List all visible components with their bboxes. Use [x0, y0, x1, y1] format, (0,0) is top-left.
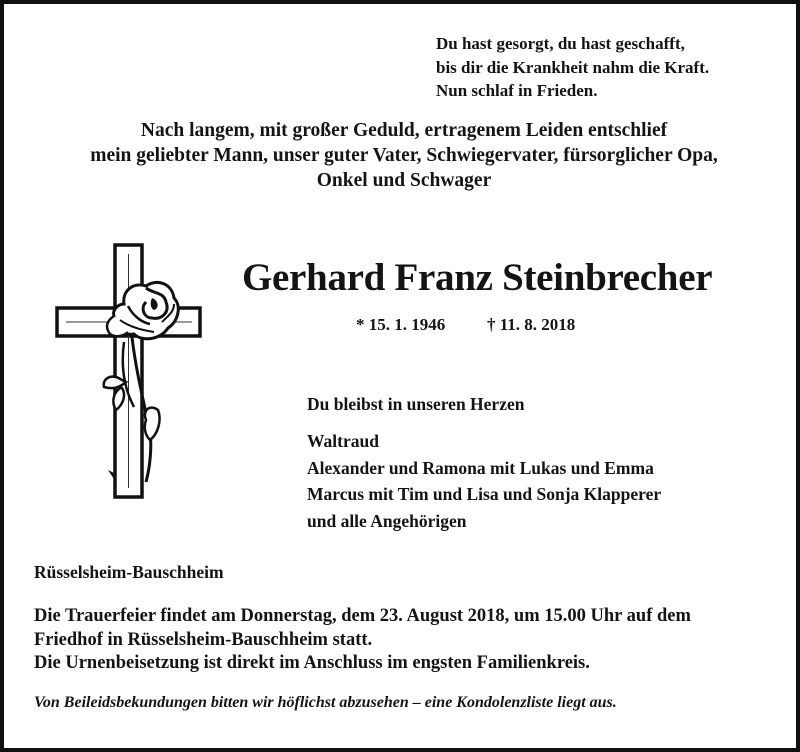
mourners-list	[307, 428, 661, 534]
condolence-note: Von Beileidsbekundungen bitten wir höflichst abzusehen – eine Kondolenzliste liegt aus.	[34, 694, 617, 711]
mourner-line: Marcus mit Tim und Lisa und Sonja Klapperer	[307, 484, 662, 504]
death-date: † 11. 8. 2018	[487, 315, 576, 334]
verse-line: Du hast gesorgt, du hast geschafft,	[436, 34, 685, 53]
mourner-line: Waltraud	[307, 431, 379, 451]
intro-block	[24, 118, 784, 193]
birth-date: * 15. 1. 1946	[356, 315, 446, 334]
mourner-line: Alexander und Ramona mit Lukas und Emma	[307, 457, 654, 478]
intro-line: Onkel und Schwager	[316, 170, 492, 191]
cross-with-rose-icon	[54, 242, 204, 502]
intro-line: mein geliebter Mann, unser guter Vater, Schwiegervater, fürsorglicher Opa,	[90, 145, 718, 166]
location: Rüsselsheim-Bauschheim	[34, 562, 224, 582]
service-line: Die Urnenbeisetzung ist direkt im Anschluss im engsten Familienkreis.	[34, 653, 590, 673]
mourner-line: und alle Angehörigen	[307, 510, 467, 531]
verse-line: Nun schlaf in Frieden.	[436, 81, 598, 100]
service-line: Die Trauerfeier findet am Donnerstag, dem 23. August 2018, um 15.00 Uhr auf dem	[34, 606, 691, 626]
verse-block	[436, 32, 709, 103]
intro-line: Nach langem, mit großer Geduld, ertragenem Leiden entschlief	[140, 120, 668, 141]
remembrance-heading: Du bleibst in unseren Herzen	[307, 394, 525, 414]
deceased-name: Gerhard Franz Steinbrecher	[242, 256, 713, 299]
service-line: Friedhof in Rüsselsheim-Bauschheim statt.	[34, 629, 373, 650]
service-info	[34, 605, 691, 676]
verse-line: bis dir die Krankheit nahm die Kraft.	[436, 57, 710, 77]
